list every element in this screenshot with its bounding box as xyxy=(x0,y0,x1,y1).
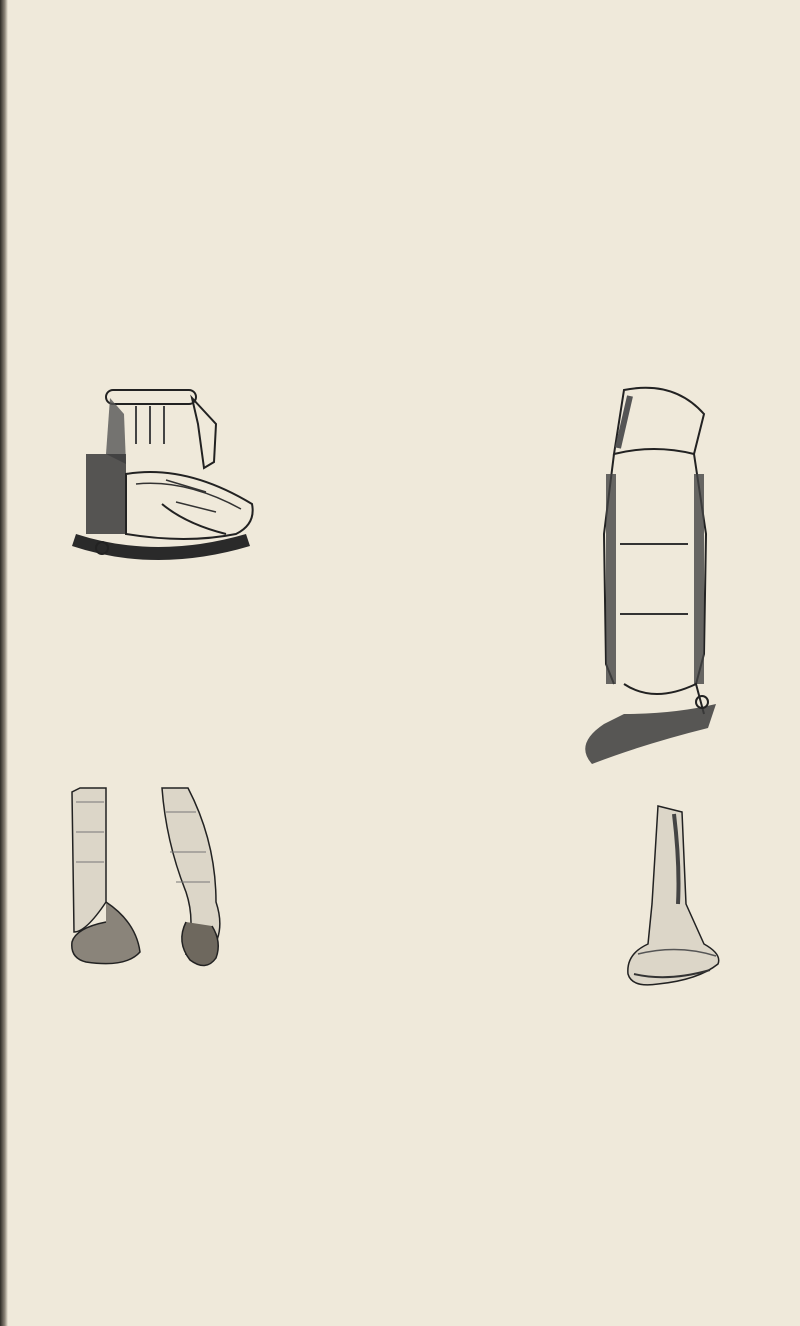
text-block-flow xyxy=(64,153,728,683)
fig-466-wrap xyxy=(618,614,728,804)
fig-466-flat-foot-illustration xyxy=(618,804,728,994)
fig-463-wrap xyxy=(64,213,326,445)
page-binding-edge xyxy=(0,0,8,1326)
fig-464-wrap xyxy=(590,213,728,683)
text-block-relapse xyxy=(64,614,728,826)
running-header xyxy=(40,88,760,112)
fig-465-wrap xyxy=(64,614,280,826)
